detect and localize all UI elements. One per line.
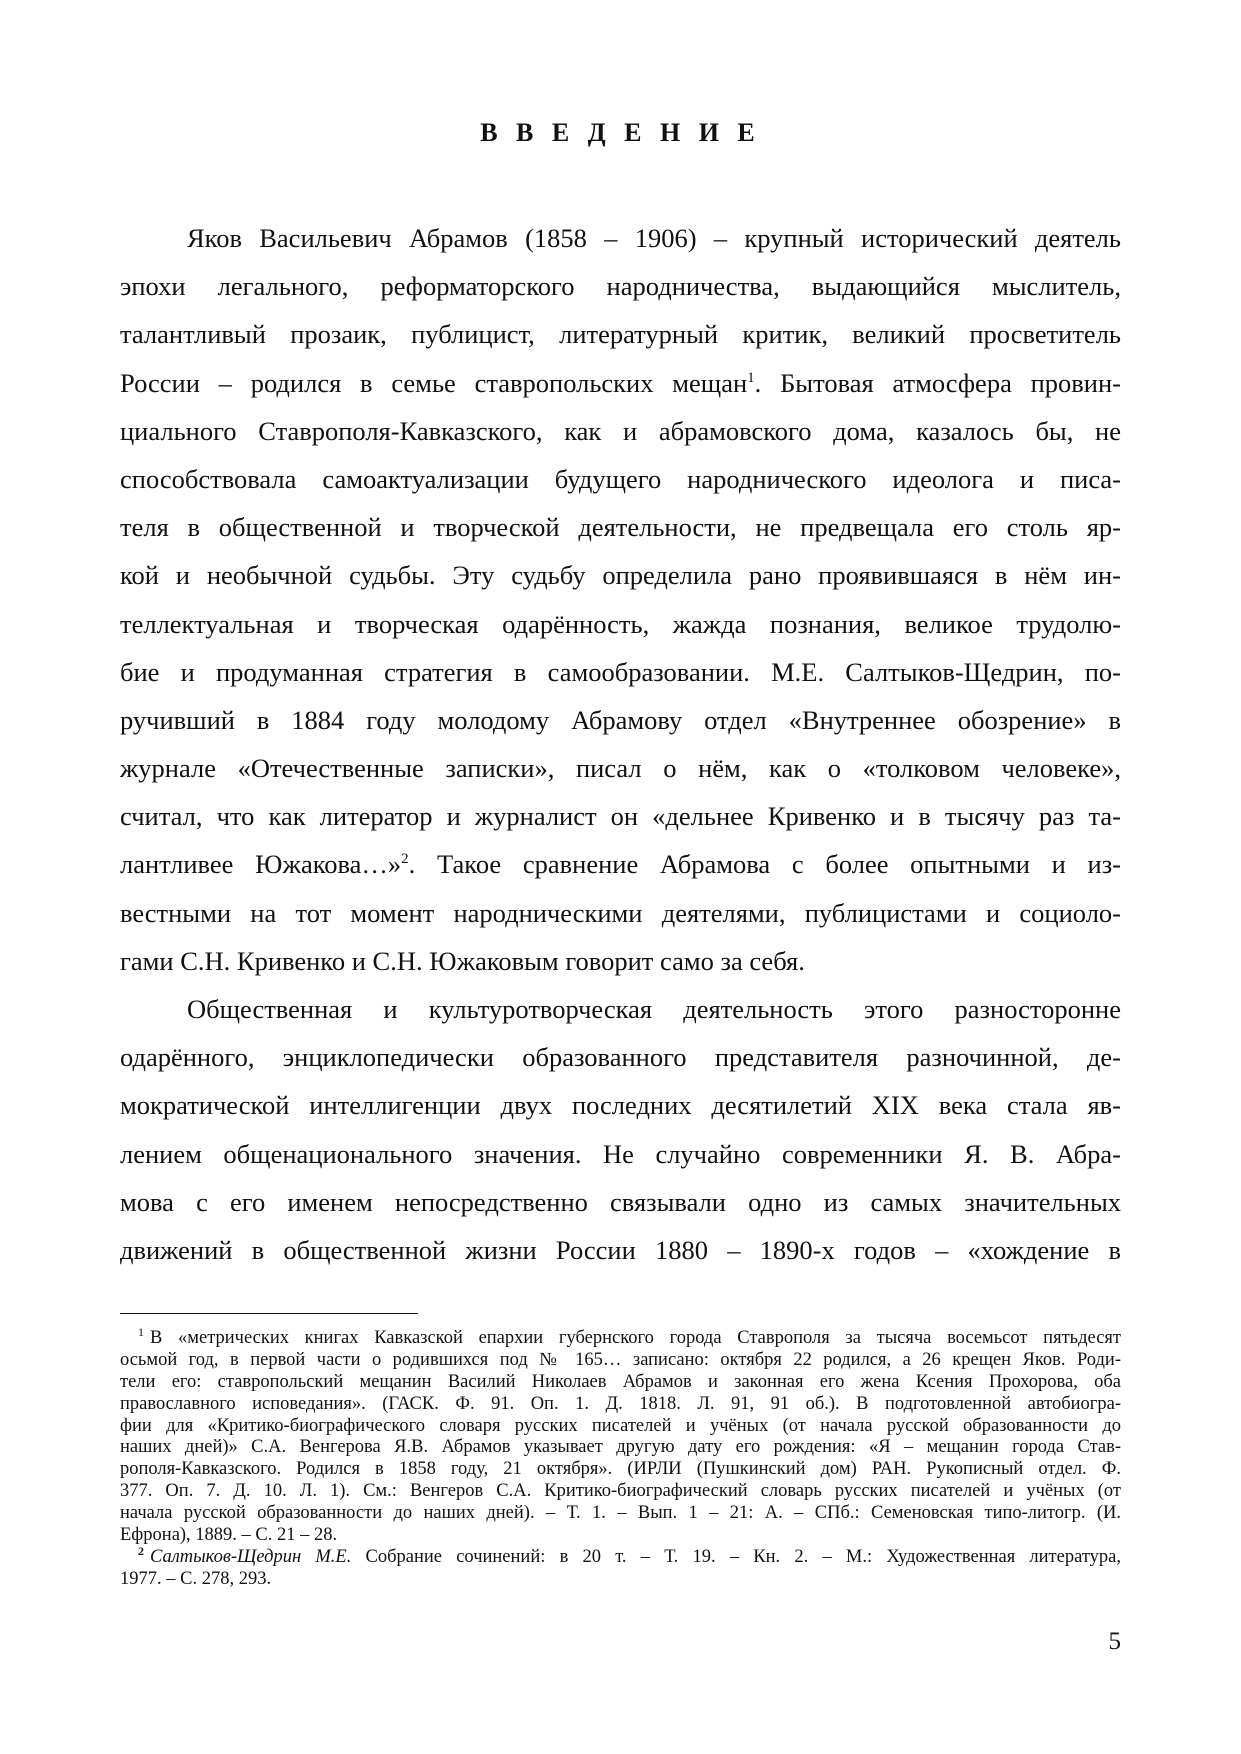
body-line: кой и необычной судьбы. Эту судьбу определила рано проявившаяся в нём ин- [120,560,1121,591]
body-line: циального Ставрополя-Кавказского, как и абрамовского дома, казалось бы, не [120,415,1121,446]
body-line: вестными на тот момент народническими деятелями, публицистами и социоло- [120,897,1121,928]
body-line: одарённого, энциклопедически образованного представителя разночинной, де- [120,1042,1121,1073]
footnote-1-line: осьмой год, в первой части о родившихся под № 165… записано: октября 22 родился, а 26 крещен Яков. Роди- [120,1349,1121,1370]
footnote-1-line: тели его: ставропольский мещанин Василий Николаев Абрамов и законная его жена Ксения Прохорова, оба [120,1371,1121,1392]
body-line: мократической интеллигенции двух последних десятилетий XIX века стала яв- [120,1090,1121,1121]
body-line: мова с его именем непосредственно связывали одно из самых значительных [120,1186,1121,1217]
body-line: ручивший в 1884 году молодому Абрамову отдел «Внутреннее обозрение» в [120,704,1121,735]
footnote-2-author: Салтыков-Щедрин М.Е. [150,1546,352,1567]
body-line: способствовала самоактуализации будущего народнического идеолога и писа- [120,463,1121,494]
footnote-2-mark: 2 [138,1543,144,1558]
body-line [120,840,1121,888]
footnote-1-line: рополя-Кавказского. Родился в 1858 году, 21 октября». (ИРЛИ (Пушкинский дом) РАН. Рукописный отдел. Ф. [120,1459,1121,1480]
footnote-1-line [120,1324,1121,1350]
footnotes [120,1324,1122,1591]
footnote-1-line: Ефрона), 1889. – С. 21 – 28. [120,1525,338,1546]
footnote-reference-2[interactable]: 2 [401,851,409,868]
body-line: теля в общественной и творческой деятельности, не предвещала его столь яр- [120,512,1121,543]
body-line [120,359,1121,407]
section-heading: В В Е Д Е Н И Е [480,118,761,147]
footnote-2-text: Собрание сочинений: в 20 т. – Т. 19. – Кн. 2. – М.: Художественная литература, [351,1546,1122,1567]
body-line: движений в общественной жизни России 1880 – 1890-х годов – «хождение в [120,1234,1121,1265]
footnote-1-line: наших дней)» С.А. Венгерова Я.В. Абрамов указывает другую дату его рождения: «Я – мещанин города Став- [120,1437,1121,1458]
body-line: бие и продуманная стратегия в самообразовании. М.Е. Салтыков-Щедрин, по- [120,656,1121,687]
body-line-text: . Такое сравнение Абрамова с более опытными и из- [408,849,1121,880]
footnote-reference-1[interactable]: 1 [747,369,755,386]
footnote-1-line: православного исповедания». (ГАСК. Ф. 91. Оп. 1. Д. 1818. Л. 91, 91 об.). В подготовленной автобиогра- [120,1393,1121,1414]
body-line: эпохи легального, реформаторского народничества, выдающийся мыслитель, [120,271,1121,302]
body-line: считал, что как литератор и журналист он «дельнее Кривенко и в тысячу раз та- [120,801,1121,832]
body-line: Общественная и культуротворческая деятельность этого разносторонне [187,994,1121,1024]
body-line: журнале «Отечественные записки», писал о нём, как о «толковом человеке», [120,753,1121,784]
footnote-1-line: 377. Оп. 7. Д. 10. Л. 1). См.: Венгеров С.А. Критико-биографический словарь русских писателей и учёных (от [120,1481,1121,1502]
body-text [120,214,1121,1274]
body-line-text: . Бытовая атмосфера провин- [754,367,1121,398]
footnote-1-mark: 1 [138,1324,144,1339]
footnote-separator [120,1313,418,1314]
body-line-text: лантливее Южакова…» [120,849,402,880]
footnote-1-line: начала русской образованности до наших дней). – Т. 1. – Вып. 1 – 21: А. – СПб.: Семеновская типо-литогр. (И. [120,1503,1121,1524]
body-line-text: России – родился в семье ставропольских мещан [120,367,748,398]
body-line: Яков Васильевич Абрамов (1858 – 1906) – крупный исторический деятель [187,223,1121,253]
page-number: 5 [1108,1628,1121,1655]
body-line: талантливый прозаик, публицист, литературный критик, великий просветитель [120,319,1121,350]
footnote-2-line [120,1543,1122,1569]
body-line: лением общенационального значения. Не случайно современники Я. В. Абра- [120,1138,1121,1169]
body-line: теллектуальная и творческая одарённость, жажда познания, великое трудолю- [120,608,1121,639]
footnote-1-line: фии для «Критико-биографического словаря русских писателей и учёных (от начала русской образованности до [120,1415,1121,1436]
footnote-1-text: В «метрических книгах Кавказской епархии губернского города Ставрополя за тысяча восемьсот пятьдесят [150,1328,1121,1348]
footnote-2-line: 1977. – С. 278, 293. [120,1568,272,1589]
body-line: гами С.Н. Кривенко и С.Н. Южаковым говорит само за себя. [120,945,805,976]
